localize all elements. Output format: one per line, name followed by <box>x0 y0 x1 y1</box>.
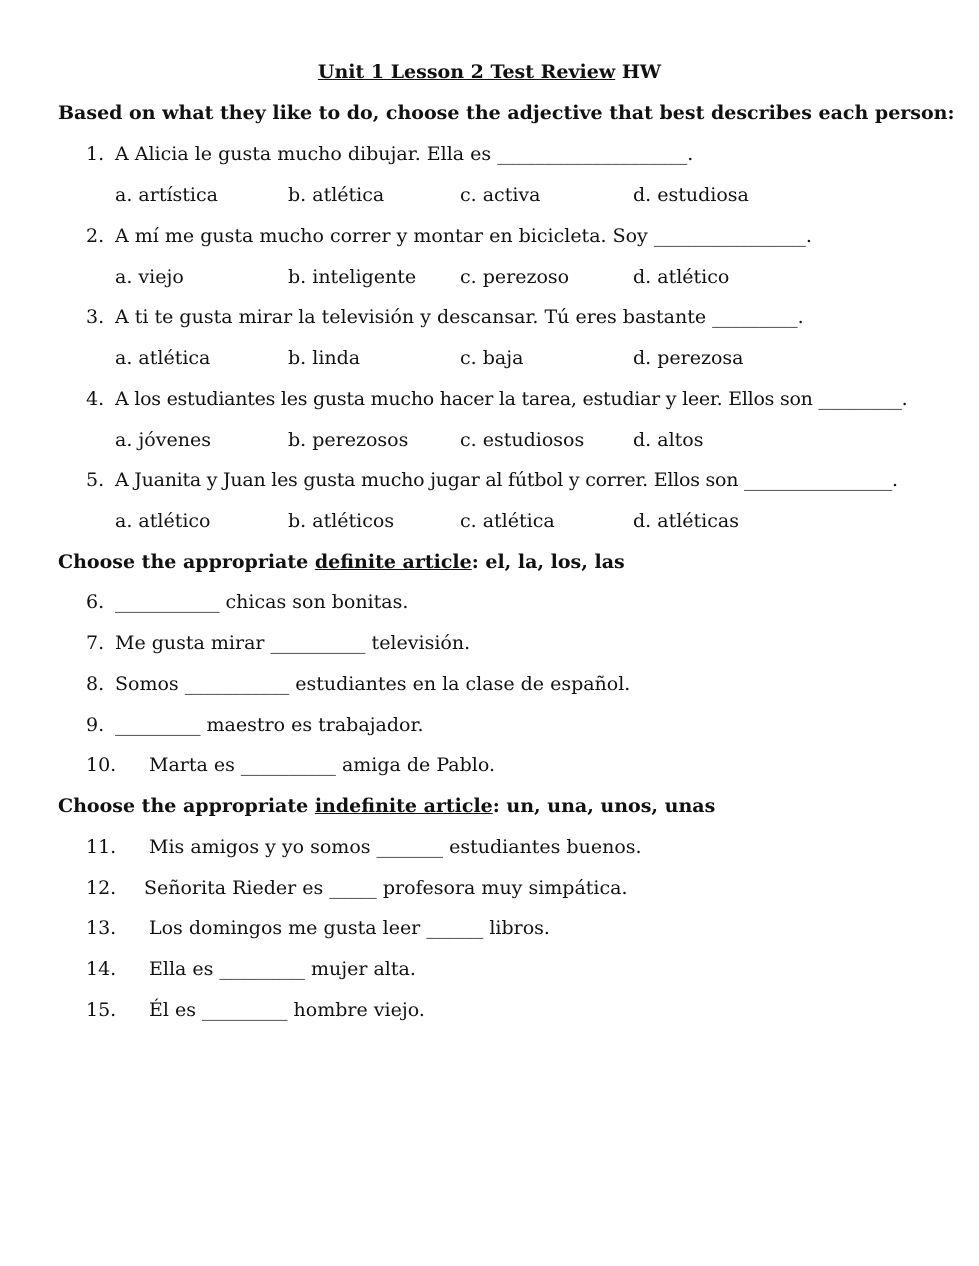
item-number: 6. <box>86 591 105 613</box>
answer-option: c. baja <box>460 347 524 369</box>
question-number: 3. <box>86 306 105 328</box>
question-number: 2. <box>86 225 105 247</box>
item-text: Marta es __________ amiga de Pablo. <box>149 754 495 776</box>
item-text: Mis amigos y yo somos _______ estudiantes buenos. <box>149 836 642 858</box>
answer-option: d. perezosa <box>633 347 744 369</box>
item-text: Ella es _________ mujer alta. <box>149 958 416 980</box>
answer-option: b. atlética <box>288 184 385 206</box>
answer-option: b. atléticos <box>288 510 395 532</box>
item-text: _________ maestro es trabajador. <box>115 714 424 736</box>
heading-prefix: Choose the appropriate <box>58 795 315 817</box>
title-suffix: HW <box>615 61 662 83</box>
item-text: Somos ___________ estudiantes en la clase de español. <box>115 673 631 695</box>
section1-heading: Based on what they like to do, choose the adjective that best describes each person: <box>58 102 955 124</box>
question-number: 5. <box>86 469 105 491</box>
heading-prefix: Choose the appropriate <box>58 551 315 573</box>
item-number: 12. <box>86 877 117 899</box>
question-text: A ti te gusta mirar la televisión y descansar. Tú eres bastante _________. <box>115 306 804 328</box>
item-number: 7. <box>86 632 105 654</box>
answer-option: d. atléticas <box>633 510 739 532</box>
question-text: A Juanita y Juan les gusta mucho jugar al fútbol y correr. Ellos son ________________. <box>115 469 898 491</box>
item-number: 9. <box>86 714 105 736</box>
question-text: A los estudiantes les gusta mucho hacer la tarea, estudiar y leer. Ellos son _________. <box>115 388 908 410</box>
heading-underlined: indefinite article <box>314 795 493 817</box>
question-text: A mí me gusta mucho correr y montar en bicicleta. Soy ________________. <box>115 225 812 247</box>
heading-suffix: : un, una, unos, unas <box>492 795 716 817</box>
question-number: 4. <box>86 388 105 410</box>
answer-option: c. perezoso <box>460 266 570 288</box>
answer-option: d. altos <box>633 429 704 451</box>
item-number: 15. <box>86 999 117 1021</box>
answer-option: a. atlética <box>115 347 211 369</box>
heading-suffix: : el, la, los, las <box>471 551 625 573</box>
item-number: 11. <box>86 836 117 858</box>
answer-option: a. viejo <box>115 266 184 288</box>
question-text: A Alicia le gusta mucho dibujar. Ella es ____________________. <box>115 143 694 165</box>
answer-option: c. atlética <box>460 510 555 532</box>
answer-option: c. activa <box>460 184 541 206</box>
item-text: Él es _________ hombre viejo. <box>149 999 425 1021</box>
answer-option: b. linda <box>288 347 361 369</box>
question-number: 1. <box>86 143 105 165</box>
item-number: 13. <box>86 917 117 939</box>
item-text: Señorita Rieder es _____ profesora muy simpática. <box>144 877 628 899</box>
section3-heading <box>58 794 715 818</box>
answer-option: b. perezosos <box>288 429 409 451</box>
answer-option: b. inteligente <box>288 266 417 288</box>
section2-heading <box>58 550 625 574</box>
item-number: 14. <box>86 958 117 980</box>
answer-option: d. estudiosa <box>633 184 749 206</box>
page-title <box>0 60 979 84</box>
answer-option: a. jóvenes <box>115 429 211 451</box>
answer-option: c. estudiosos <box>460 429 585 451</box>
title-underlined: Unit 1 Lesson 2 Test Review <box>317 61 616 83</box>
item-text: Los domingos me gusta leer ______ libros. <box>149 917 550 939</box>
answer-option: a. atlético <box>115 510 211 532</box>
item-text: Me gusta mirar __________ televisión. <box>115 632 471 654</box>
item-number: 8. <box>86 673 105 695</box>
answer-option: d. atlético <box>633 266 730 288</box>
item-text: ___________ chicas son bonitas. <box>115 591 409 613</box>
item-number: 10. <box>86 754 117 776</box>
answer-option: a. artística <box>115 184 218 206</box>
heading-underlined: definite article <box>314 551 472 573</box>
